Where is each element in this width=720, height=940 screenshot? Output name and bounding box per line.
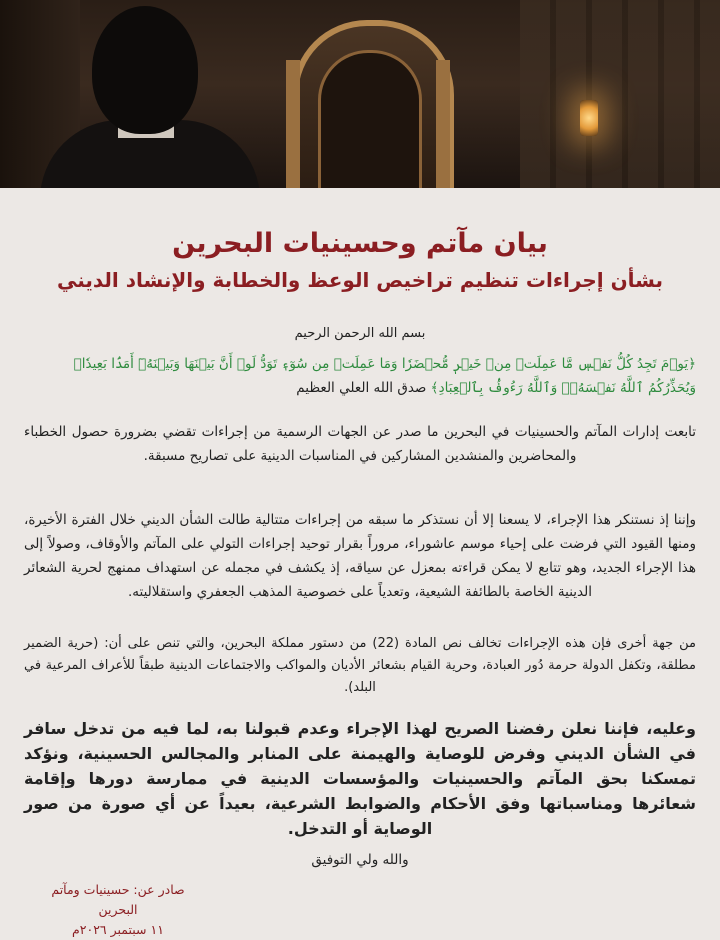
- pillar-right: [436, 60, 450, 188]
- basmala: بسم الله الرحمن الرحيم: [294, 326, 426, 341]
- paragraph-4: وعليه، فإننا نعلن رفضنا الصريح لهذا الإجراء وعدم قبولنا به، لما فيه من تدخل سافر في الشأن الديني وفرض للوصاية والهيمنة على المنابر والمجالس الحسينية، ونؤكد تمسكنا بحق المآتم والحسينيات والمؤسسات الدينية في ممارسة دورها وإقامة شعائرها ومناسباتها وفق الأحكام والضوابط الشرعية، بعيداً عن أي صورة من صور الوصاية أو التدخل.: [24, 719, 696, 838]
- statement-subtitle: بشأن إجراءات تنظيم تراخيص الوعظ والخطابة والإنشاد الديني: [56, 268, 664, 292]
- verse-suffix: صدق الله العلي العظيم: [296, 380, 427, 396]
- cleric-head: [92, 6, 198, 134]
- quran-verse-block: [24, 352, 696, 400]
- header-photo: [0, 0, 720, 188]
- quran-verse: ﴿يَوۡمَ تَجِدُ كُلُّ نَفۡسٖ مَّا عَمِلَتۡ مِنۡ خَيۡرٖ مُّحۡضَرٗا وَمَا عَمِلَتۡ مِن سُوٓءٖ تَوَدُّ لَوۡ أَنَّ بَيۡنَهَا وَبَيۡنَهُۥٓ أَمَدَۢا بَعِيدٗاۗ وَيُحَذِّرُكُمُ ٱللَّهُ نَفۡسَهُۥۗ وَٱللَّهُ رَءُوفُۢ بِٱلۡعِبَادِ﴾: [73, 356, 696, 396]
- paragraph-1: تابعت إدارات المآتم والحسينيات في البحرين ما صدر عن الجهات الرسمية من إجراءات تقضي بضرورة حصول الخطباء والمحاضرين والمنشدين المشاركين في المناسبات الدينية على تصاريح مسبقة.: [24, 424, 696, 464]
- issued-by: صادر عن: حسينيات ومآتم البحرين: [51, 882, 185, 917]
- lantern-icon: [580, 100, 598, 136]
- issue-date: ١١ سبتمبر ٢٠٢٦م: [72, 922, 164, 937]
- paragraph-3: من جهة أخرى فإن هذه الإجراءات تخالف نص المادة (22) من دستور مملكة البحرين، والتي تنص على أن: (حرية الضمير مطلقة، وتكفل الدولة حرمة دُور العبادة، وحرية القيام بشعائر الأديان والمواكب والاجتماعات الدينية طبقاً للأعراف المرعية في البلد).: [24, 636, 696, 695]
- closing-line: والله ولي التوفيق: [311, 852, 409, 868]
- paragraph-2: وإننا إذ نستنكر هذا الإجراء، لا يسعنا إلا أن نستذكر ما سبقه من إجراءات متتالية طالت الشأن الديني خلال الفترة الأخيرة، ومنها القيود التي فرضت على إحياء موسم عاشوراء، مروراً بقرار توحيد إجراءات التولي على المآتم والأوقاف، وصولاً إلى هذا الإجراء الجديد، وهو تتابع لا يمكن قراءته بمعزل عن سياقه، إذ يكشف في مجمله عن استهداف ممنهج لحرية الشعائر الدينية الخاصة بالطائفة الشيعية، وتعدياً على خصوصية المذهب الجعفري واستقلاليته.: [24, 512, 696, 600]
- pillar-left: [286, 60, 300, 188]
- wall-right: [520, 0, 720, 188]
- signature-block: [48, 880, 188, 940]
- mihrab-inner: [318, 50, 422, 188]
- statement-title: بيان مآتم وحسينيات البحرين: [172, 228, 548, 259]
